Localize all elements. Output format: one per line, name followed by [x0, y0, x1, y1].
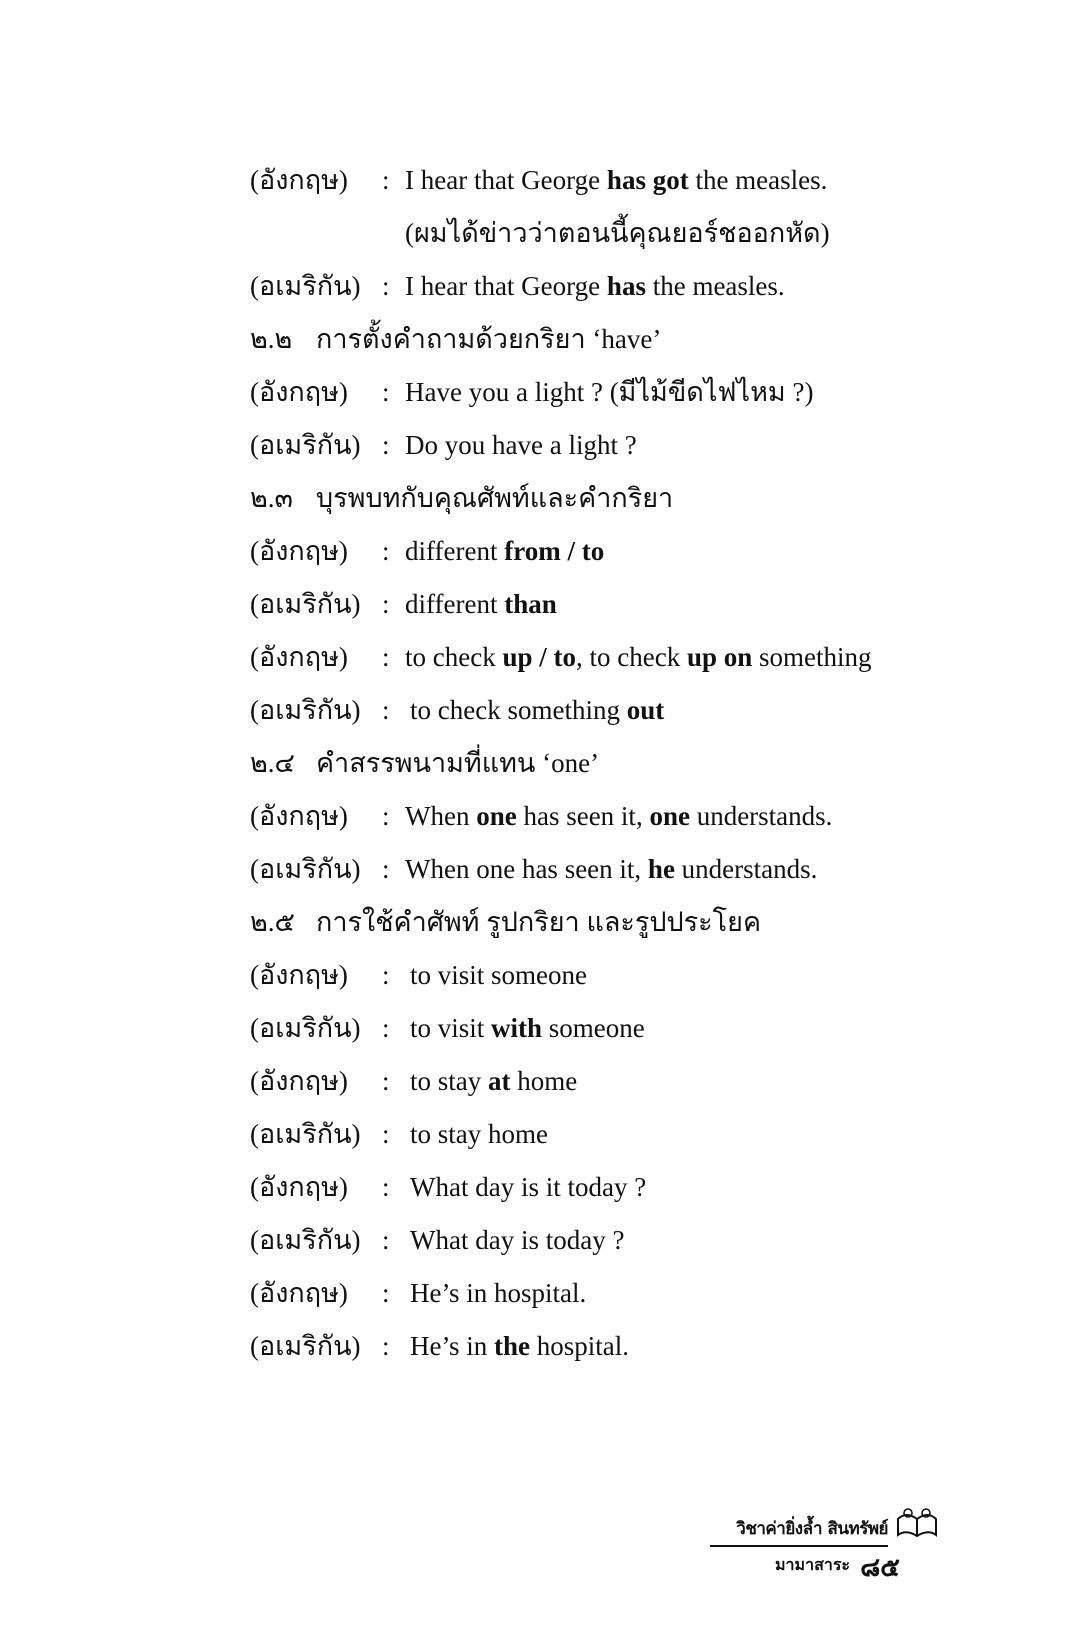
separator-colon: :	[382, 801, 390, 831]
separator-colon: :	[382, 377, 390, 407]
section-number: ๒.๒	[250, 324, 293, 354]
example-text: to check up / to, to check up on something	[405, 642, 872, 672]
example-text: Do you have a light ?	[405, 430, 637, 460]
section-heading	[250, 481, 673, 515]
separator-colon: :	[382, 695, 390, 725]
section-number: ๒.๕	[250, 907, 295, 937]
separator-colon: :	[382, 854, 390, 884]
variant-label: (อเมริกัน)	[250, 695, 361, 725]
separator-colon: :	[382, 1331, 390, 1361]
variant-label: (อเมริกัน)	[250, 589, 361, 619]
example-text: to check something out	[410, 695, 665, 725]
variant-label: (อเมริกัน)	[250, 430, 361, 460]
separator-colon: :	[382, 430, 390, 460]
separator-colon: :	[382, 1066, 390, 1096]
section-title: บุรพบทกับคุณศัพท์และคำกริยา	[316, 483, 674, 513]
separator-colon: :	[382, 1172, 390, 1202]
variant-label: (อเมริกัน)	[250, 1225, 361, 1255]
example-text: When one has seen it, one understands.	[405, 801, 833, 831]
variant-label: (อังกฤษ)	[250, 536, 348, 566]
book-logo-icon	[894, 1505, 940, 1545]
example-text: to stay home	[410, 1119, 548, 1149]
example-text: What day is it today ?	[410, 1172, 647, 1202]
example-text: Have you a light ? (มีไม้ขีดไฟไหม ?)	[405, 377, 814, 407]
example-text: different than	[405, 589, 557, 619]
thai-translation: (ผมได้ข่าวว่าตอนนี้คุณยอร์ชออกหัด)	[405, 218, 830, 248]
separator-colon: :	[382, 960, 390, 990]
separator-colon: :	[382, 589, 390, 619]
section-number: ๒.๔	[250, 748, 295, 778]
variant-label: (อังกฤษ)	[250, 1278, 348, 1308]
section-title: การใช้คำศัพท์ รูปกริยา และรูปประโยค	[316, 907, 762, 937]
example-text: to visit someone	[410, 960, 587, 990]
separator-colon: :	[382, 536, 390, 566]
variant-label: (อังกฤษ)	[250, 165, 348, 195]
separator-colon: :	[382, 271, 390, 301]
example-text: to visit with someone	[410, 1013, 645, 1043]
example-text: He’s in the hospital.	[410, 1331, 629, 1361]
example-text: I hear that George has got the measles.	[405, 165, 828, 195]
variant-label: (อเมริกัน)	[250, 1013, 361, 1043]
example-text: When one has seen it, he understands.	[405, 854, 818, 884]
separator-colon: :	[382, 1278, 390, 1308]
variant-label: (อเมริกัน)	[250, 1331, 361, 1361]
variant-label: (อเมริกัน)	[250, 271, 361, 301]
section-title: การตั้งคำถามด้วยกริยา ‘have’	[316, 324, 662, 354]
example-text: What day is today ?	[410, 1225, 625, 1255]
separator-colon: :	[382, 1013, 390, 1043]
example-text: I hear that George has the measles.	[405, 271, 785, 301]
separator-colon: :	[382, 642, 390, 672]
separator-colon: :	[382, 1225, 390, 1255]
variant-label: (อังกฤษ)	[250, 1066, 348, 1096]
section-title: คำสรรพนามที่แทน ‘one’	[316, 748, 600, 778]
section-heading	[250, 322, 661, 356]
variant-label: (อเมริกัน)	[250, 854, 361, 884]
book-title: วิชาค่ายิ่งล้ำ สินทรัพย์	[736, 1519, 888, 1539]
variant-label: (อังกฤษ)	[250, 1172, 348, 1202]
variant-label: (อังกฤษ)	[250, 801, 348, 831]
example-text: He’s in hospital.	[410, 1278, 587, 1308]
variant-label: (อเมริกัน)	[250, 1119, 361, 1149]
section-number: ๒.๓	[250, 483, 294, 513]
example-text: to stay at home	[410, 1066, 578, 1096]
publisher-name: มามาสาระ	[775, 1555, 850, 1574]
example-text: different from / to	[405, 536, 605, 566]
section-heading	[250, 746, 599, 780]
separator-colon: :	[382, 165, 390, 195]
section-heading	[250, 905, 761, 939]
variant-label: (อังกฤษ)	[250, 960, 348, 990]
variant-label: (อังกฤษ)	[250, 642, 348, 672]
page-footer	[700, 1505, 950, 1595]
page-number: ๘๕	[860, 1553, 900, 1583]
separator-colon: :	[382, 1119, 390, 1149]
variant-label: (อังกฤษ)	[250, 377, 348, 407]
